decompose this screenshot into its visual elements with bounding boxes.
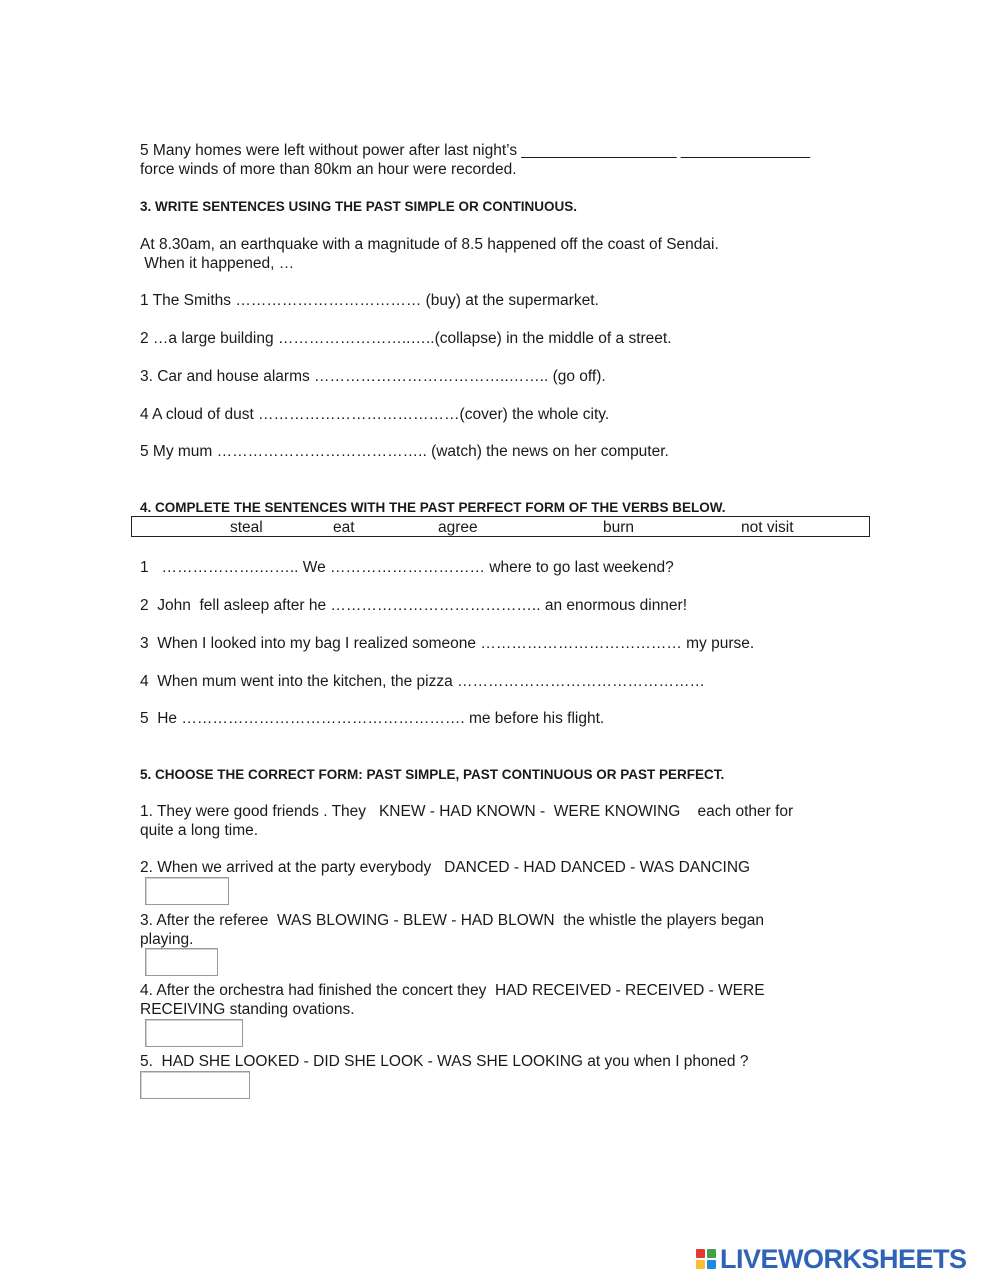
logo-blocks-icon	[696, 1249, 716, 1269]
answer-box-q2[interactable]	[145, 877, 229, 905]
section3-item-1: 1 The Smiths ……………………………… (buy) at the supermarket.	[140, 292, 599, 309]
section5-q2-line1: 2. When we arrived at the party everybody DANCED - HAD DANCED - WAS DANCING	[140, 859, 751, 876]
section3-item-2: 2 …a large building ……………………..…..(collapse) in the middle of a street.	[140, 330, 672, 347]
section5-heading: 5. CHOOSE THE CORRECT FORM: PAST SIMPLE, PAST CONTINUOUS OR PAST PERFECT.	[140, 767, 725, 782]
brand-name: LIVEWORKSHEETS	[720, 1243, 967, 1274]
section3-intro-line1: At 8.30am, an earthquake with a magnitude of 8.5 happened off the coast of Sendai.	[140, 236, 719, 253]
answer-box-q3[interactable]	[145, 948, 218, 976]
section4-item-2: 2 John fell asleep after he ………………………………….. an enormous dinner!	[140, 597, 688, 614]
section5-q3-line1: 3. After the referee WAS BLOWING - BLEW - HAD BLOWN the whistle the players began	[140, 912, 764, 929]
word-steal: steal	[230, 519, 263, 536]
word-agree: agree	[438, 519, 478, 536]
section5-q3-line2: playing.	[140, 931, 194, 948]
section4-item-3: 3 When I looked into my bag I realized someone ………………………………… my purse.	[140, 635, 755, 652]
section4-item-5: 5 He ………………………………………………. me before his flight.	[140, 710, 605, 727]
answer-box-q5[interactable]	[140, 1071, 250, 1099]
section2-item5-line1: 5 Many homes were left without power after last night’s __________________ _______________	[140, 142, 811, 159]
section3-item-5: 5 My mum ………………………………….. (watch) the news on her computer.	[140, 443, 669, 460]
section3-item-4: 4 A cloud of dust …………………………………(cover) the whole city.	[140, 406, 610, 423]
word-burn: burn	[603, 519, 635, 536]
section4-heading: 4. COMPLETE THE SENTENCES WITH THE PAST PERFECT FORM OF THE VERBS BELOW.	[140, 500, 726, 515]
word-box	[131, 516, 870, 537]
word-eat: eat	[333, 519, 355, 536]
liveworksheets-logo	[696, 1243, 967, 1275]
section3-intro-line2: When it happened, …	[140, 255, 295, 272]
section5-q1-line2: quite a long time.	[140, 822, 259, 839]
section5-q5-line1: 5. HAD SHE LOOKED - DID SHE LOOK - WAS SHE LOOKING at you when I phoned ?	[140, 1053, 749, 1070]
section4-item-1: 1 ……………….…….. We ………………………… where to go last weekend?	[140, 559, 674, 576]
word-not-visit: not visit	[741, 519, 794, 536]
section3-heading: 3. WRITE SENTENCES USING THE PAST SIMPLE OR CONTINUOUS.	[140, 199, 578, 214]
section3-item-3: 3. Car and house alarms ………………………………..…….. (go off).	[140, 368, 606, 385]
section5-q4-line1: 4. After the orchestra had finished the concert they HAD RECEIVED - RECEIVED - WERE	[140, 982, 765, 999]
section4-item-4: 4 When mum went into the kitchen, the pizza …………………………………………	[140, 673, 706, 690]
section2-item5-line2: force winds of more than 80km an hour were recorded.	[140, 161, 517, 178]
section5-q1-line1: 1. They were good friends . They KNEW - HAD KNOWN - WERE KNOWING each other for	[140, 803, 794, 820]
answer-box-q4[interactable]	[145, 1019, 243, 1047]
section5-q4-line2: RECEIVING standing ovations.	[140, 1001, 355, 1018]
